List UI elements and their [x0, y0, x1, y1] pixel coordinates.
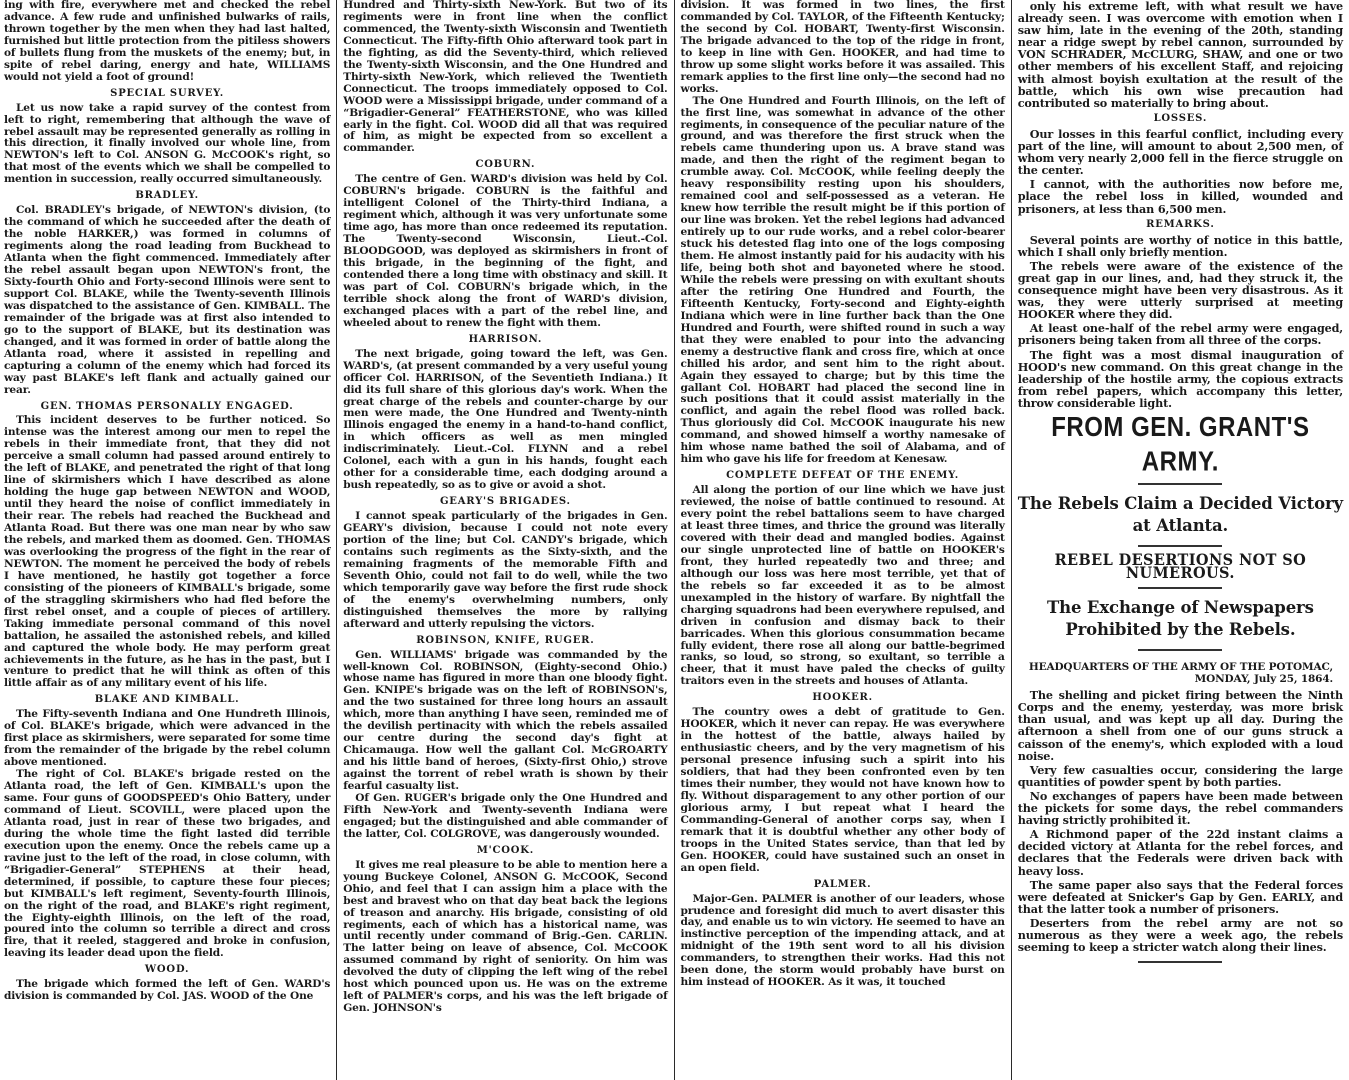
column-2 [337, 0, 673, 1080]
headline-deck-2: REBEL DESERTIONS NOT SO NUMEROUS. [1054, 550, 1307, 583]
article-paragraph: I cannot, with the authorities now before me, place the rebel loss in killed, wounded and prisoners, at less than 6,500 men. [1017, 177, 1343, 216]
article-paragraph: Our losses in this fearful conflict, including every part of the line, will amount to about 2,500 men, of whom very nearly 2,000 fell in the fierce struggle on the center. [1017, 126, 1343, 178]
article-paragraph: At least one-half of the rebel army were engaged, prisoners being taken from all three of the corps. [1017, 321, 1343, 348]
section-heading: GEN. THOMAS PERSONALLY ENGAGED. [40, 400, 294, 412]
section-heading: BLAKE AND KIMBALL. [94, 694, 240, 706]
article-paragraph: The next brigade, going toward the left, was Gen. WARD's, (at present commanded by a very useful young officer Col. HARRISON, of the Seventieth Indiana.) It did its full share of this glorious day's work. When the great charge of the rebels and counter-charge by our men were made, the One Hundred and Twenty-ninth Illinois engaged the enemy in a hand-to-hand conflict, in which officers as well as men mingled indiscriminately. Lieut.-Col. FLYNN and a rebel Colonel, each with a gun in his hands, fought each other for a considerable time, each dodging around a bush repeatedly, so as to give or avoid a shot. [343, 347, 668, 492]
article-paragraph: Of Gen. RUGER's brigade only the One Hundred and Fifth New-York and Twenty-seventh Indiana were engaged; but the distinguished and able commander of the latter, Col. COLGROVE, was dangerously wounded. [343, 792, 668, 840]
article-paragraph: The fight was a most dismal inauguration of HOOD's new command. On this great change in the leadership of the hostile army, the copious extracts from rebel papers, which accompany this letter, throw considerable light. [1017, 347, 1343, 410]
column-1 [0, 0, 336, 1080]
article-paragraph: Major-Gen. PALMER is another of our leaders, whose prudence and foresight did much to avert disaster this day, and enable us to win victory. He seemed to have an instinctive perception of the impending attack, and at midnight of the 19th sent word to all his division commanders, to strengthen their works. Had this not been done, the storm would probably have burst on him instead of HOOKER. As it was, it touched [680, 892, 1005, 989]
story-body [1018, 689, 1343, 953]
section-heading: COBURN. [475, 159, 536, 171]
dateline [1018, 661, 1333, 685]
article-paragraph: I cannot speak particularly of the brigades in Gen. GEARY's division, because I could not note every portion of the line; but Col. CANDY's brigade, which contains such regiments as the Sixty-sixth, and the remaining fragments of the memorable Fifth and Seventh Ohio, could not fail to do well, while the two which temporarily gave way before the first rude shock of the enemy's overwhelming numbers, only distinguished themselves the more by rallying afterward and utterly repulsing the victors. [343, 510, 668, 630]
article-paragraph: division. It was formed in two lines, the first commanded by Col. TAYLOR, of the Fifteenth Kentucky; the second by Col. HOBART, Twenty-first Wisconsin. The brigade advanced to the top of the ridge in front, to keep in line with Gen. HOOKER, and had time to throw up some slight works before it was assailed. This remark applies to the first line only—the second had no works. [680, 0, 1005, 95]
column-4-continuation [1018, 0, 1343, 409]
divider [1138, 961, 1222, 963]
section-heading: PALMER. [813, 878, 872, 890]
section-heading: SPECIAL SURVEY. [110, 87, 225, 99]
divider [1138, 587, 1222, 589]
section-heading: ROBINSON, KNIFE, RUGER. [416, 634, 595, 646]
story-paragraph: No exchanges of papers have been made between the pickets for some days, the rebel commanders having strictly prohibited it. [1017, 788, 1343, 828]
article-paragraph: The One Hundred and Fourth Illinois, on the left of the first line, was somewhat in advance of the other regiments, in consequence of the peculiar nature of the ground, and was therefore the first struck when the rebels came thundering upon us. A brave stand was made, and then the right of the regiment began to crumble away. Col. McCOOK, while feeling deeply the heavy responsibility resting upon his shoulders, remained cool and self-possessed as a veteran. He knew how terrible the result might be if this portion of our line was broken. Yet the rebel legions had advanced entirely up to our rude works, and a rebel color-bearer stuck his detested flag into one of the logs composing them. He almost instantly paid for his audacity with his life, being both shot and bayoneted where he stood. While the rebels were pressing on with exultant shouts after the retiring One Hundred and Fourth, the Fifteenth Kentucky, Forty-second and Eighty-eighth Indiana which were in line further back than the One Hundred and Fourth, were shifted round in such a way that they were enabled to pour into the advancing enemy a destructive flank and cross fire, which at once chilled his ardor, and sent him to the right about. Again they essayed to charge; but by this time the gallant Col. HOBART had placed the second line in such positions that it could assist materially in the conflict, and again the rebel flood was rolled back. Thus gloriously did Col. McCOOK inaugurate his new command, and showed himself a worthy namesake of him whose name bathed the soil of Alabama, and of him who gave his life for freedom at Kenesaw. [680, 94, 1005, 466]
section-heading: LOSSES. [1153, 112, 1208, 124]
dateline-date: MONDAY, July 25, 1864. [1194, 673, 1333, 686]
section-heading: HOOKER. [812, 692, 873, 704]
story-paragraph: A Richmond paper of the 22d instant claims a decided victory at Atlanta for the rebel forces, and declares that the Federals were driven back with heavy loss. [1017, 827, 1343, 878]
section-heading: GEARY'S BRIGADES. [439, 496, 571, 508]
article-paragraph: It gives me real pleasure to be able to mention here a young Buckeye Colonel, ANSON G. McCOOK, Second Ohio, and feel that I can assign him a place with the best and bravest who on that day beat back the legions of treason and anarchy. His brigade, consisting of old regiments, each of which has a historical name, was until recently under command of Brig.-Gen. CARLIN. The latter being on leave of absence, Col. McCOOK assumed command by right of seniority. On him was devolved the duty of clipping the left wing of the rebel host which pounced upon us. He was on the extreme left of PALMER's corps, and his was the left brigade of Gen. JOHNSON's [343, 858, 668, 1015]
headline-deck-1: The Rebels Claim a Decided Victory at Atlanta. [1017, 494, 1343, 535]
section-heading: WOOD. [144, 964, 190, 976]
article-paragraph: All along the portion of our line which we have just reviewed, the noise of battle continued to resound. At every point the rebel battalions seem to have charged at least three times, and thrice the ground was literally covered with their dead and mangled bodies. Against our single unprotected line of battle on HOOKER's front, they hurled repeatedly two and three; and although our loss was here most terrible, yet that of the rebels so far exceeded it as to be almost unexampled in the history of warfare. By nightfall the charging squadrons had been everywhere repulsed, and driven in confusion and dismay back to their barricades. When this glorious consummation became fully evident, there rose all along our battle-begrimed ranks, so loud, so strong, so exultant, so terrible a cheer, that it must have paled the checks of guilty traitors even in the streets and houses of Atlanta. [680, 484, 1005, 688]
section-heading: M'COOK. [476, 844, 535, 856]
article-paragraph: The rebels were aware of the existence of the great gap in our lines, and, had they struck it, the consequence might have been very disastrous. As it was, they were utterly surprised at meeting HOOKER where they did. [1017, 258, 1343, 322]
column-4 [1012, 0, 1349, 1080]
divider [1138, 545, 1222, 547]
column-3 [675, 0, 1011, 1080]
story-paragraph: The shelling and picket firing between the Ninth Corps and the enemy, yesterday, was more brisk than usual, and was kept up all day. During the afternoon a shell from one of our guns struck a caisson of the enemy's, which exploded with a loud noise. [1017, 688, 1343, 763]
story-paragraph: The same paper also says that the Federal forces were defeated at Snicker's Gap by Gen. EARLY, and that the latter took a number of prisoners. [1017, 877, 1343, 916]
article-paragraph: The country owes a debt of gratitude to Gen. HOOKER, which it never can repay. He was everywhere in the hottest of the battle, always hailed by enthusiastic cheers, and by the very magnetism of his personal presence infusing such a spirit into his soldiers, that had they been confronted even by ten times their number, they would not have known how to fly. Without disparagement to any other portion of our glorious army, I but repeat what I heard the Commanding-General of another corps say, when I remark that it is doubtful whether any other body of troops in the United States service, than that led by Gen. HOOKER, could have sustained such an onset in an open field. [680, 706, 1005, 874]
headline-deck-3: The Exchange of Newspapers Prohibited by the Rebels. [1047, 598, 1314, 640]
article-paragraph: only his extreme left, with what result we have already seen. I was overcome with emotion when I saw him, late in the evening of the 20th, standing near a ridge swept by rebel cannon, surrounded by VON SCHRADER, McCLURG, SHAW, and one or two other members of his excellent Staff, and rejoicing with almost boyish exultation at the result of the battle, which his own wise precaution had contributed so materially to bring about. [1017, 0, 1343, 110]
article-paragraph: The brigade which formed the left of Gen. WARD's division is commanded by Col. JAS. WOOD of the One [4, 978, 331, 1003]
divider [1138, 483, 1222, 485]
section-heading: REMARKS. [1146, 218, 1215, 230]
story-paragraph: Deserters from the rebel army are not so numerous as they were a week ago, the rebels seeming to keep a stricter watch along their lines. [1017, 915, 1343, 955]
article-paragraph: Col. BRADLEY's brigade, of NEWTON's division, (to the command of which he succeeded after the death of the noble HARKER,) was formed in columns of regiments along the road leading from Buckhead to Atlanta when the fight commenced. Immediately after the rebel assault began upon NEWTON's front, the Sixty-fourth Ohio and Forty-second Illinois were sent to support Col. BLAKE, while the Twenty-seventh Illinois was dispatched to the assistance of Gen. KIMBALL. The remainder of the brigade was at first also intended to go to the support of BLAKE, but its destination was changed, and it was formed in order of battle along the Atlanta road, where it assisted in repelling and capturing a column of the enemy which had forced its way past BLAKE's left flank and actually gained our rear. [4, 204, 331, 396]
divider [1138, 649, 1222, 651]
article-paragraph: This incident deserves to be further noticed. So intense was the interest among our men to repel the rebels in their immediate front, that they did not perceive a small column had passed around entirely to the left of BLAKE, and penetrated the right of that long line of skirmishers which I have described as alone holding the huge gap between NEWTON and WOOD, until they heard the noise of conflict immediately in their rear. The rebels had reached the Buckhead and Atlanta Road. But there was one man near by who saw the rebels, and marked them as doomed. Gen. THOMAS was overlooking the progress of the fight in the rear of NEWTON. The moment he perceived the body of rebels I have mentioned, he hastily got together a force consisting of the pioneers of KIMBALL's brigade, some of the straggling skirmishers who had fled before the first rebel onset, and a couple of pieces of artillery. Taking immediate personal command of this novel battalion, he assailed the astonished rebels, and killed and captured the whole body. He may perform great achievements in the future, as he has in the past, but I venture to predict that he will think as often of this little affair as of any military event of his life. [4, 414, 331, 690]
article-paragraph: Gen. WILLIAMS' brigade was commanded by the well-known Col. ROBINSON, (Eighty-second Ohio.) whose name has figured in more than one bloody fight. Gen. KNIPE's brigade was on the left of ROBINSON's, and the two sustained for three long hours an assault which, more than anything I have seen, reminded me of the devilish pertinacity with which the rebels assailed our centre during the second day's fight at Chicamauga. How well the gallant Col. McGROARTY and his little band of heroes, (Sixty-first Ohio,) strove against the torrent of rebel wrath is shown by their fearful casualty list. [343, 648, 668, 793]
headline-main: FROM GEN. GRANT'S ARMY. [1051, 411, 1310, 478]
story-paragraph: Very few casualties occur, considering the large quantities of powder spent by both parties. [1017, 762, 1343, 789]
section-heading: COMPLETE DEFEAT OF THE ENEMY. [726, 470, 960, 482]
article-paragraph: Hundred and Thirty-sixth New-York. But two of its regiments were in front line when the conflict commenced, the Twenty-sixth Wisconsin and Twentieth Connecticut. The Fifty-fifth Ohio afterward took part in the fighting, as did the Seventy-third, which relieved the Twenty-sixth Wisconsin, and the One Hundred and Thirty-sixth New-York, which relieved the Twentieth Connecticut. The troops immediately opposed to Col. WOOD were a Mississippi brigade, under command of a “Brigadier-General” FEATHERSTONE, who was killed early in the fight. Col. WOOD did all that was required of him, as might be expected from so excellent a commander. [343, 0, 668, 155]
section-heading: HARRISON. [468, 333, 543, 345]
article-paragraph: Let us now take a rapid survey of the contest from left to right, remembering that although the wave of rebel assault may be represented generally as rolling in this direction, it finally involved our whole line, from NEWTON's left to Col. ANSON G. McCOOK's right, so that most of the events which we shall be compelled to mention in succession, really occurred simultaneously. [4, 101, 331, 186]
article-paragraph: The right of Col. BLAKE's brigade rested on the Atlanta road, the left of Gen. KIMBALL's upon the same. Four guns of GOODSPEED's Ohio Battery, under command of Lieut. SCOVILL, were placed upon the Atlanta road, just in rear of these two brigades, and during the whole time the fight lasted did terrible execution upon the enemy. Once the rebels came up a ravine just to the left of the road, in close column, with “Brigadier-General” STEPHENS at their head, determined, if possible, to capture these four pieces; but KIMBALL's left regiment, Seventy-fourth Illinois, on the right of the road, and BLAKE's right regiment, the Eighty-eighth Illinois, on the left of the road, poured into the column so terrible a direct and cross fire, that it reeled, staggered and broke in confusion, leaving its leader dead upon the field. [4, 768, 331, 960]
article-paragraph: The Fifty-seventh Indiana and One Hundreth Illinois, of Col. BLAKE's brigade, which were advanced in the first place as skirmishers, were separated for some time from the remainder of the brigade by the rebel column above mentioned. [4, 708, 331, 769]
headline-block [1017, 411, 1343, 651]
section-heading: BRADLEY. [135, 190, 199, 202]
article-paragraph: Several points are worthy of notice in this battle, which I shall only briefly mention. [1017, 232, 1343, 259]
article-paragraph: The centre of Gen. WARD's division was held by Col. COBURN's brigade. COBURN is the faithful and intelligent Colonel of the Thirty-third Indiana, a regiment which, although it was very unfortunate some time ago, has more than once redeemed its reputation. The Twenty-second Wisconsin, Lieut.-Col. BLOODGOOD, was deployed as skirmishers in front of this brigade, in the beginning of the fight, and contended there a long time with obstinacy and skill. It was part of Col. COBURN's brigade which, in the terrible shock along the front of WARD's division, exchanged places with a part of the rebel line, and wheeled about to renew the fight with them. [343, 173, 668, 329]
dateline-place: HEADQUARTERS OF THE ARMY OF THE POTOMAC, [1028, 661, 1333, 674]
article-paragraph: ing with fire, everywhere met and checked the rebel advance. A few rude and unfinished bulwarks of rails, thrown together by the men when they had last halted, furnished but little protection from the pitiless showers of bullets flung from the muskets of the enemy; but, in spite of rebel daring, energy and hate, WILLIAMS would not yield a foot of ground! [4, 0, 331, 83]
